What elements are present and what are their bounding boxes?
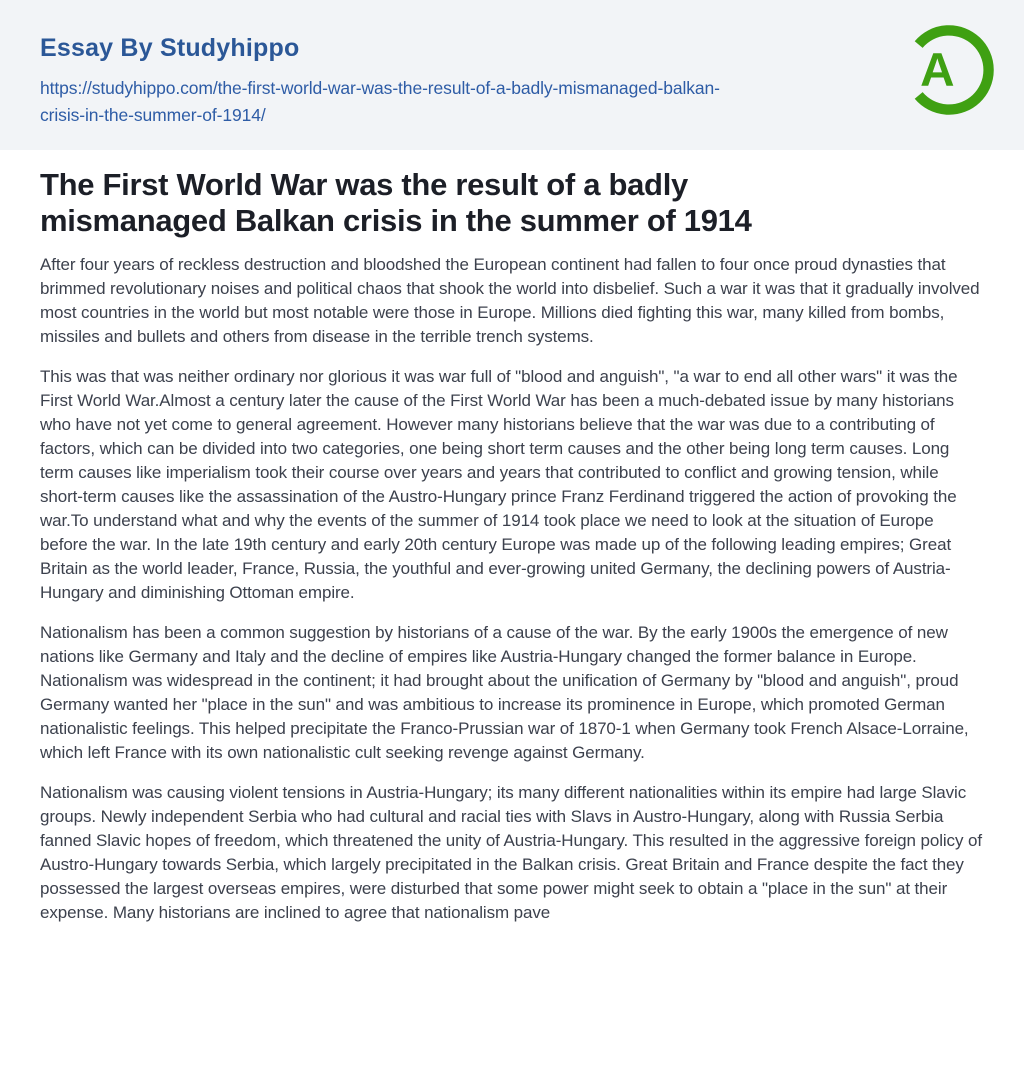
logo-a-icon xyxy=(904,24,994,116)
essay-title-line-1: The First World War was the result of a badly xyxy=(40,167,688,202)
essay-paragraph-4: Nationalism was causing violent tensions in Austria-Hungary; its many different nationalities within its empire had large Slavic groups. Newly independent Serbia who had cultural and racial ties with Slavs in Austro-Hungary, along with Russia Serbia fanned Slavic hopes of freedom, which threatened the unity of Austria-Hungary. This resulted in the aggressive foreign policy of Austro-Hungary towards Serbia, which largely precipitated in the Balkan crisis. Great Britain and France despite the fact they possessed the largest overseas empires, were disturbed that some power might seek to obtain a "place in the sun" at their expense. Many historians are inclined to agree that nationalism pave xyxy=(40,783,982,922)
studyhippo-logo xyxy=(904,24,994,116)
logo-letter: A xyxy=(920,44,955,98)
essay-paragraph-2: This was that was neither ordinary nor glorious it was war full of "blood and anguish", "a war to end all other wars" it was the First World War.Almost a century later the cause of the First World War has been a much-debated issue by many historians who have not yet come to general agreement. However many historians believe that the war was due to a contributing of factors, which can be divided into two categories, one being short term causes and the other being long term causes. Long term causes like imperialism took their course over years and years that contributed to conflict and growing tension, while short-term causes like the assassination of the Austro-Hungary prince Franz Ferdinand triggered the action of provoking the war.To understand what and why the events of the summer of 1914 took place we need to look at the situation of Europe before the war. In the late 19th century and early 20th century Europe was made up of the following leading empires; Great Britain as the world leader, France, Russia, the youthful and ever-growing united Germany, the declining powers of Austria-Hungary and diminishing Ottoman empire. xyxy=(40,367,958,602)
essay-url-link[interactable] xyxy=(40,75,840,129)
site-title: Essay By Studyhippo xyxy=(40,34,300,62)
essay-paragraph-3: Nationalism has been a common suggestion by historians of a cause of the war. By the early 1900s the emergence of new nations like Germany and Italy and the decline of empires like Austria-Hungary changed the former balance in Europe. Nationalism was widespread in the continent; it had brought about the unification of Germany by "blood and anguish", proud Germany wanted her "place in the sun" and was ambitious to increase its prominence in Europe, which promoted German nationalistic feelings. This helped precipitate the Franco-Prussian war of 1870-1 when Germany took French Alsace-Lorraine, which left France with its own nationalistic cult seeking revenge against Germany. xyxy=(40,623,969,762)
essay-paragraph-1: After four years of reckless destruction and bloodshed the European continent had fallen to four once proud dynasties that brimmed revolutionary noises and political chaos that shook the world into disbelief. Such a war it was that it gradually involved most countries in the world but most notable were those in Europe. Millions died fighting this war, many killed from bombs, missiles and bullets and others from disease in the terrible trench systems. xyxy=(40,255,980,346)
essay-title-line-2: mismanaged Balkan crisis in the summer of 1914 xyxy=(40,203,752,238)
essay-url-line-1: https://studyhippo.com/the-first-world-war-was-the-result-of-a-badly-mismanaged-balkan- xyxy=(40,78,720,98)
essay-title xyxy=(40,167,984,239)
header xyxy=(0,0,1024,150)
essay-url-line-2: crisis-in-the-summer-of-1914/ xyxy=(40,105,266,125)
essay-content xyxy=(0,150,1024,925)
